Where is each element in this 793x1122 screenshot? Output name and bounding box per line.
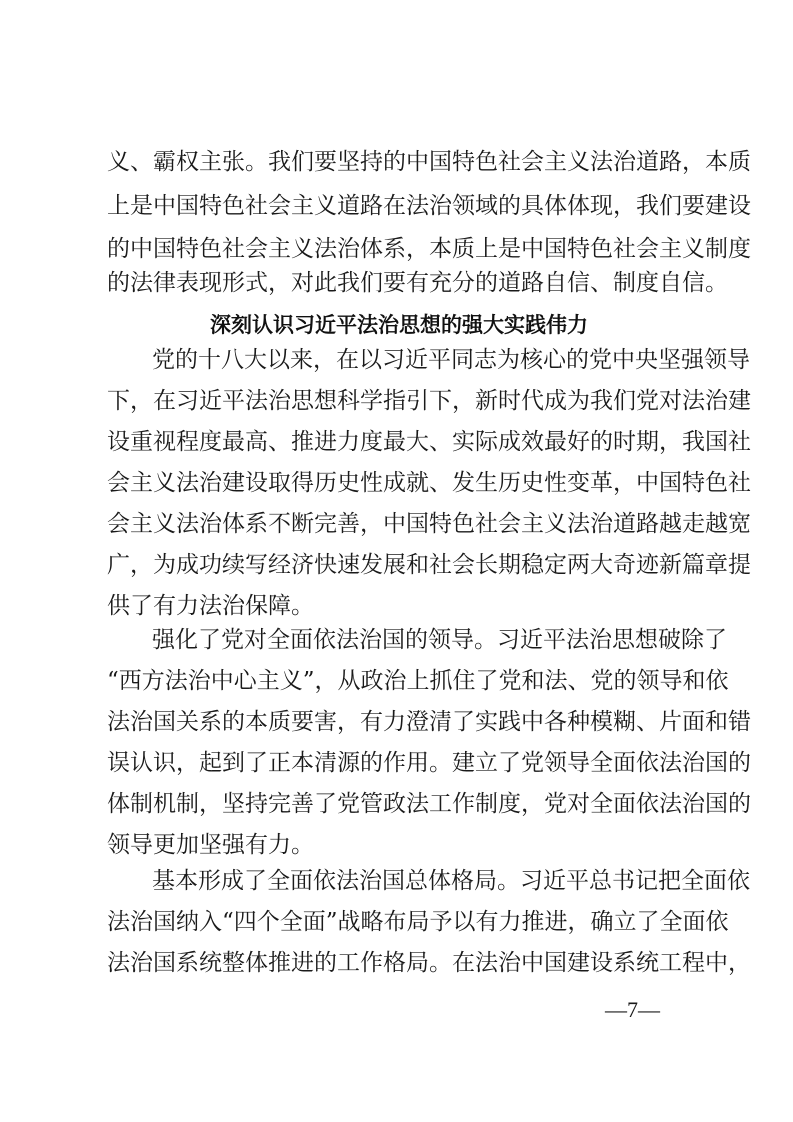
paragraph-4-line: 法治国系统整体推进的工作格局。在法治中国建设系统工程中， xyxy=(107,950,751,976)
paragraph-1-line: 的法律表现形式，对此我们要有充分的道路自信、制度自信。 xyxy=(107,270,728,296)
section-heading: 深刻认识习近平法治思想的强大实践伟力 xyxy=(210,313,588,337)
paragraph-2-line: 供了有力法治保障。 xyxy=(107,593,314,619)
paragraph-4-line: 基本形成了全面依法治国总体格局。习近平总书记把全面依 xyxy=(152,868,750,894)
paragraph-3-line: 体制机制，坚持完善了党管政法工作制度，党对全面依法治国的 xyxy=(107,791,751,817)
paragraph-3-line: 误认识，起到了正本清源的作用。建立了党领导全面依法治国的 xyxy=(107,750,751,776)
paragraph-2-line: 下，在习近平法治思想科学指引下，新时代成为我们党对法治建 xyxy=(107,388,751,414)
paragraph-2-line: 党的十八大以来，在以习近平同志为核心的党中央坚强领导 xyxy=(152,347,750,373)
paragraph-2-line: 会主义法治建设取得历史性成就、发生历史性变革，中国特色社 xyxy=(107,470,751,496)
paragraph-3-line: 法治国关系的本质要害，有力澄清了实践中各种模糊、片面和错 xyxy=(107,709,751,735)
paragraph-1-line: 的中国特色社会主义法治体系，本质上是中国特色社会主义制度 xyxy=(107,236,751,262)
paragraph-4-line: 法治国纳入“四个全面”战略布局予以有力推进，确立了全面依 xyxy=(107,909,729,935)
paragraph-1-line: 义、霸权主张。我们要坚持的中国特色社会主义法治道路，本质 xyxy=(107,149,751,175)
paragraph-2-line: 会主义法治体系不断完善，中国特色社会主义法治道路越走越宽 xyxy=(107,511,751,537)
paragraph-3-line: 领导更加坚强有力。 xyxy=(107,832,314,858)
paragraph-3-line: “西方法治中心主义”，从政治上抓住了党和法、党的领导和依 xyxy=(107,668,729,694)
paragraph-1-line: 上是中国特色社会主义道路在法治领域的具体体现，我们要建设 xyxy=(107,193,751,219)
paragraph-2-line: 广，为成功续写经济快速发展和社会长期稳定两大奇迹新篇章提 xyxy=(107,552,751,578)
page-number: —7— xyxy=(605,997,660,1022)
paragraph-2-line: 设重视程度最高、推进力度最大、实际成效最好的时期，我国社 xyxy=(107,429,751,455)
paragraph-3-line: 强化了党对全面依法治国的领导。习近平法治思想破除了 xyxy=(152,627,727,653)
